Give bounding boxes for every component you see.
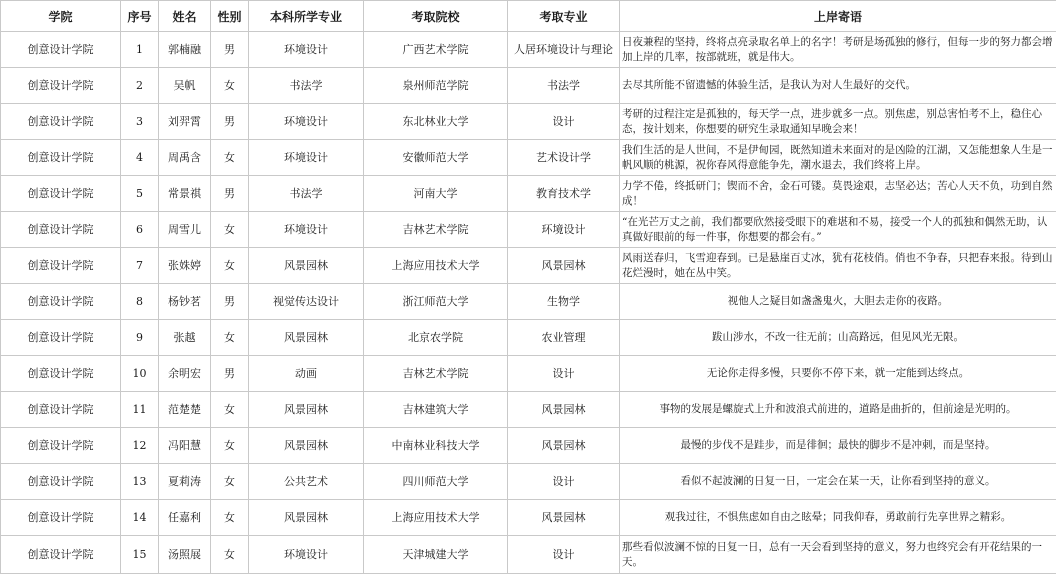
- cell-admitted-major: 设计: [508, 536, 620, 574]
- header-number: 序号: [121, 1, 159, 32]
- cell-name: 张越: [159, 320, 211, 356]
- cell-admitted-major: 人居环境设计与理论: [508, 32, 620, 68]
- header-admitted-school: 考取院校: [364, 1, 508, 32]
- cell-admitted-school: 河南大学: [364, 176, 508, 212]
- cell-gender: 女: [211, 428, 249, 464]
- cell-gender: 男: [211, 104, 249, 140]
- table-row: [1, 68, 1056, 104]
- table-row: [1, 356, 1056, 392]
- header-admitted-major: 考取专业: [508, 1, 620, 32]
- cell-gender: 男: [211, 32, 249, 68]
- cell-number: 8: [121, 284, 159, 320]
- cell-number: 5: [121, 176, 159, 212]
- cell-admitted-school: 广西艺术学院: [364, 32, 508, 68]
- cell-gender: 女: [211, 500, 249, 536]
- cell-college: 创意设计学院: [1, 176, 121, 212]
- table-row: [1, 104, 1056, 140]
- cell-message: 跋山涉水，不改一往无前；山高路远，但见风光无限。: [620, 320, 1056, 356]
- cell-college: 创意设计学院: [1, 536, 121, 574]
- cell-gender: 男: [211, 176, 249, 212]
- table-row: [1, 248, 1056, 284]
- cell-admitted-school: 东北林业大学: [364, 104, 508, 140]
- table-row: [1, 176, 1056, 212]
- cell-message: 观我过往，不惧焦虑如自由之眩晕；同我仰春，勇敢前行先享世界之精彩。: [620, 500, 1056, 536]
- cell-gender: 女: [211, 320, 249, 356]
- cell-admitted-school: 上海应用技术大学: [364, 500, 508, 536]
- cell-undergrad-major: 环境设计: [249, 536, 364, 574]
- cell-undergrad-major: 环境设计: [249, 212, 364, 248]
- cell-number: 6: [121, 212, 159, 248]
- cell-admitted-major: 风景园林: [508, 500, 620, 536]
- cell-number: 3: [121, 104, 159, 140]
- cell-number: 13: [121, 464, 159, 500]
- cell-admitted-school: 安徽师范大学: [364, 140, 508, 176]
- cell-message: 无论你走得多慢，只要你不停下来，就一定能到达终点。: [620, 356, 1056, 392]
- cell-undergrad-major: 公共艺术: [249, 464, 364, 500]
- cell-undergrad-major: 风景园林: [249, 320, 364, 356]
- cell-college: 创意设计学院: [1, 104, 121, 140]
- cell-gender: 女: [211, 212, 249, 248]
- cell-admitted-school: 中南林业科技大学: [364, 428, 508, 464]
- cell-undergrad-major: 风景园林: [249, 248, 364, 284]
- cell-name: 郭楠融: [159, 32, 211, 68]
- cell-message: 力学不倦，终抵研门；锲而不舍，金石可镂。莫畏途艰，志坚必达；苦心人天不负，功到自然成！: [620, 176, 1056, 212]
- cell-admitted-school: 吉林艺术学院: [364, 356, 508, 392]
- table-row: [1, 320, 1056, 356]
- cell-name: 周禹含: [159, 140, 211, 176]
- cell-message: 考研的过程注定是孤独的，每天学一点，进步就多一点。别焦虑，别总害怕考不上，稳住心态，按计划来，你想要的研究生录取通知早晚会来！: [620, 104, 1056, 140]
- cell-undergrad-major: 环境设计: [249, 104, 364, 140]
- cell-college: 创意设计学院: [1, 284, 121, 320]
- header-gender: 性别: [211, 1, 249, 32]
- table-row: [1, 32, 1056, 68]
- cell-message: 看似不起波澜的日复一日，一定会在某一天，让你看到坚持的意义。: [620, 464, 1056, 500]
- cell-number: 7: [121, 248, 159, 284]
- cell-message: 日夜兼程的坚持，终将点亮录取名单上的名字！考研是场孤独的修行，但每一步的努力都会增加上岸的几率，按部就班，就是伟大。: [620, 32, 1056, 68]
- header-message: 上岸寄语: [620, 1, 1056, 32]
- cell-gender: 女: [211, 464, 249, 500]
- table-row: [1, 140, 1056, 176]
- table-row: [1, 428, 1056, 464]
- cell-college: 创意设计学院: [1, 140, 121, 176]
- cell-admitted-major: 设计: [508, 104, 620, 140]
- cell-admitted-major: 风景园林: [508, 428, 620, 464]
- table-row: [1, 500, 1056, 536]
- table-row: [1, 212, 1056, 248]
- cell-name: 汤照展: [159, 536, 211, 574]
- cell-admitted-school: 泉州师范学院: [364, 68, 508, 104]
- cell-undergrad-major: 视觉传达设计: [249, 284, 364, 320]
- cell-name: 吴帆: [159, 68, 211, 104]
- cell-number: 10: [121, 356, 159, 392]
- cell-name: 夏莉涛: [159, 464, 211, 500]
- cell-number: 14: [121, 500, 159, 536]
- table-row: [1, 464, 1056, 500]
- cell-gender: 男: [211, 284, 249, 320]
- cell-name: 刘羿霄: [159, 104, 211, 140]
- cell-admitted-school: 四川师范大学: [364, 464, 508, 500]
- cell-gender: 女: [211, 68, 249, 104]
- cell-number: 12: [121, 428, 159, 464]
- cell-number: 1: [121, 32, 159, 68]
- cell-admitted-major: 农业管理: [508, 320, 620, 356]
- cell-name: 余明宏: [159, 356, 211, 392]
- cell-admitted-major: 风景园林: [508, 392, 620, 428]
- cell-message: 去尽其所能不留遗憾的体验生活，是我认为对人生最好的交代。: [620, 68, 1056, 104]
- cell-name: 任嘉利: [159, 500, 211, 536]
- cell-college: 创意设计学院: [1, 248, 121, 284]
- cell-message: 视他人之疑目如盏盏鬼火，大胆去走你的夜路。: [620, 284, 1056, 320]
- cell-admitted-major: 设计: [508, 464, 620, 500]
- cell-college: 创意设计学院: [1, 320, 121, 356]
- cell-message: 那些看似波澜不惊的日复一日，总有一天会看到坚持的意义，努力也终究会有开花结果的一天。: [620, 536, 1056, 574]
- cell-admitted-major: 环境设计: [508, 212, 620, 248]
- cell-admitted-school: 吉林艺术学院: [364, 212, 508, 248]
- cell-gender: 女: [211, 392, 249, 428]
- cell-undergrad-major: 书法学: [249, 68, 364, 104]
- cell-admitted-major: 生物学: [508, 284, 620, 320]
- cell-admitted-school: 天津城建大学: [364, 536, 508, 574]
- header-name: 姓名: [159, 1, 211, 32]
- cell-name: 杨钞茗: [159, 284, 211, 320]
- cell-message: 最慢的步伐不是跬步，而是徘徊；最快的脚步不是冲刺，而是坚持。: [620, 428, 1056, 464]
- cell-undergrad-major: 书法学: [249, 176, 364, 212]
- cell-name: 常景祺: [159, 176, 211, 212]
- cell-college: 创意设计学院: [1, 464, 121, 500]
- header-college: 学院: [1, 1, 121, 32]
- cell-admitted-major: 风景园林: [508, 248, 620, 284]
- cell-college: 创意设计学院: [1, 32, 121, 68]
- header-row: [1, 1, 1056, 32]
- cell-college: 创意设计学院: [1, 428, 121, 464]
- cell-message: 风雨送春归，飞雪迎春到。已是悬崖百丈冰，犹有花枝俏。俏也不争春，只把春来报。待到山花烂漫时，她在丛中笑。: [620, 248, 1056, 284]
- cell-gender: 女: [211, 248, 249, 284]
- cell-number: 2: [121, 68, 159, 104]
- cell-admitted-school: 浙江师范大学: [364, 284, 508, 320]
- cell-admitted-major: 书法学: [508, 68, 620, 104]
- cell-admitted-major: 艺术设计学: [508, 140, 620, 176]
- cell-admitted-major: 设计: [508, 356, 620, 392]
- cell-message: “在光芒万丈之前，我们都要欣然接受眼下的难堪和不易，接受一个人的孤独和偶然无助，认真做好眼前的每一件事，你想要的都会有。”: [620, 212, 1056, 248]
- cell-undergrad-major: 环境设计: [249, 140, 364, 176]
- cell-college: 创意设计学院: [1, 68, 121, 104]
- cell-admitted-school: 吉林建筑大学: [364, 392, 508, 428]
- cell-number: 9: [121, 320, 159, 356]
- table-row: [1, 392, 1056, 428]
- cell-undergrad-major: 风景园林: [249, 392, 364, 428]
- cell-number: 11: [121, 392, 159, 428]
- table-row: [1, 284, 1056, 320]
- cell-name: 冯阳慧: [159, 428, 211, 464]
- cell-undergrad-major: 风景园林: [249, 500, 364, 536]
- header-undergrad-major: 本科所学专业: [249, 1, 364, 32]
- cell-number: 15: [121, 536, 159, 574]
- cell-gender: 女: [211, 140, 249, 176]
- cell-undergrad-major: 风景园林: [249, 428, 364, 464]
- cell-admitted-school: 北京农学院: [364, 320, 508, 356]
- table-row: [1, 536, 1056, 574]
- cell-name: 张姝婷: [159, 248, 211, 284]
- cell-college: 创意设计学院: [1, 356, 121, 392]
- cell-gender: 女: [211, 536, 249, 574]
- cell-college: 创意设计学院: [1, 500, 121, 536]
- cell-college: 创意设计学院: [1, 392, 121, 428]
- cell-college: 创意设计学院: [1, 212, 121, 248]
- cell-undergrad-major: 动画: [249, 356, 364, 392]
- cell-number: 4: [121, 140, 159, 176]
- cell-name: 周雪儿: [159, 212, 211, 248]
- cell-gender: 男: [211, 356, 249, 392]
- cell-message: 事物的发展是螺旋式上升和波浪式前进的，道路是曲折的，但前途是光明的。: [620, 392, 1056, 428]
- cell-admitted-major: 教育技术学: [508, 176, 620, 212]
- cell-name: 范楚楚: [159, 392, 211, 428]
- cell-undergrad-major: 环境设计: [249, 32, 364, 68]
- cell-message: 我们生活的是人世间，不是伊甸园，既然知道未来面对的是凶险的江湖，又怎能想象人生是一帆风顺的桃源，祝你春风得意能争先，潮水退去，我们终将上岸。: [620, 140, 1056, 176]
- cell-admitted-school: 上海应用技术大学: [364, 248, 508, 284]
